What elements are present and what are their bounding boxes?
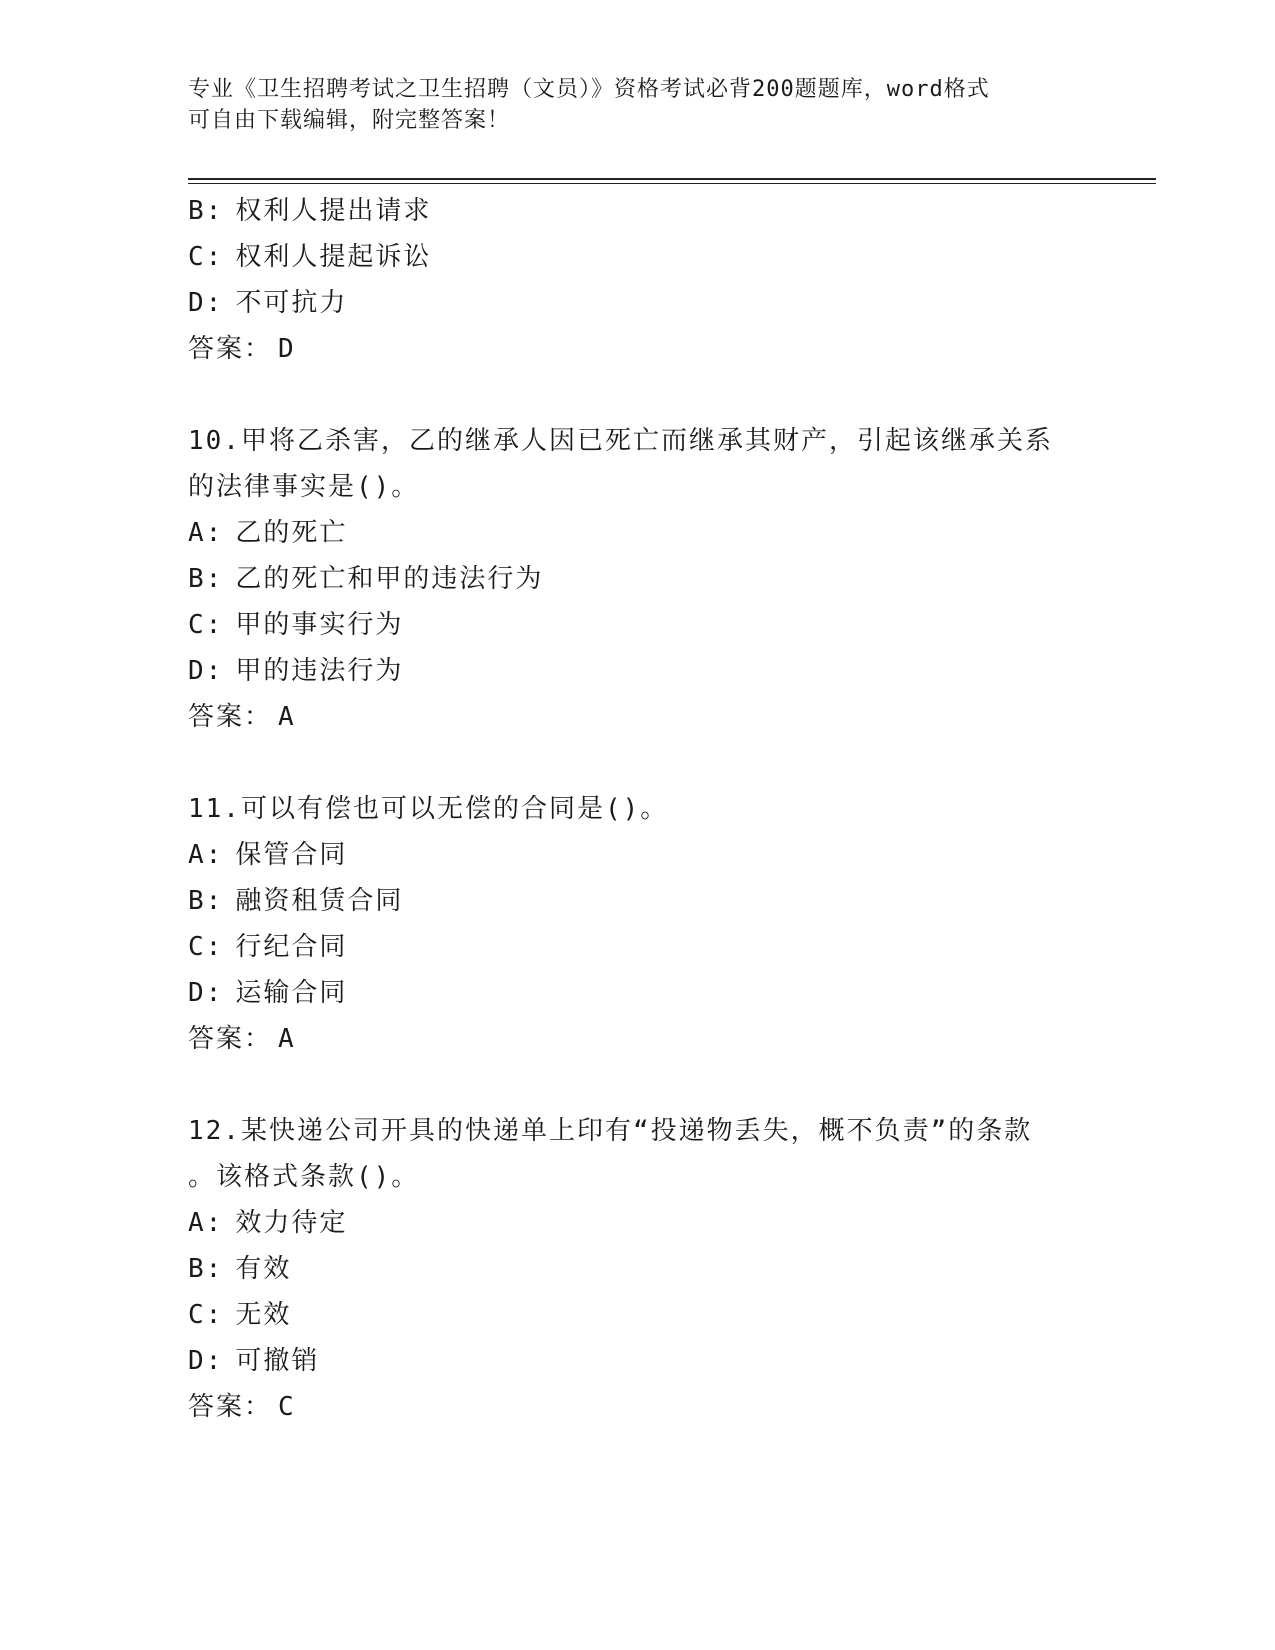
answer-label: 答案：: [188, 334, 273, 364]
option-c: [188, 234, 1088, 280]
answer-line: [188, 694, 1088, 740]
option-label: C:: [188, 932, 224, 962]
option-text: 有效: [235, 1254, 292, 1284]
header-line-1: 专业《卫生招聘考试之卫生招聘（文员）》资格考试必背200题题库，word格式: [188, 77, 990, 102]
answer-line: [188, 326, 1088, 372]
option-text: 甲的违法行为: [235, 656, 404, 686]
answer-label: 答案：: [188, 1024, 273, 1054]
question-stem-line-2: 。该格式条款()。: [188, 1162, 420, 1192]
option-d: [188, 970, 1088, 1016]
answer-value: C: [278, 1392, 296, 1422]
spacer: [188, 740, 1088, 786]
option-label: A:: [188, 840, 224, 870]
option-d: [188, 648, 1088, 694]
option-label: B:: [188, 1254, 224, 1284]
option-label: B:: [188, 564, 224, 594]
header-rule-thick: [188, 178, 1156, 180]
answer-value: A: [278, 1024, 296, 1054]
option-label: A:: [188, 1208, 224, 1238]
header-rule-thin: [188, 183, 1156, 184]
option-label: D:: [188, 978, 224, 1008]
option-c: [188, 924, 1088, 970]
option-text: 保管合同: [235, 840, 348, 870]
option-text: 无效: [235, 1300, 292, 1330]
option-text: 乙的死亡: [235, 518, 348, 548]
spacer: [188, 1062, 1088, 1108]
option-label: D:: [188, 288, 224, 318]
question-10: [188, 418, 1088, 740]
option-b: [188, 878, 1088, 924]
option-c: [188, 602, 1088, 648]
answer-line: [188, 1384, 1088, 1430]
answer-line: [188, 1016, 1088, 1062]
answer-value: D: [278, 334, 296, 364]
option-text: 甲的事实行为: [235, 610, 404, 640]
answer-value: A: [278, 702, 296, 732]
document-header: [188, 74, 1088, 136]
option-text: 权利人提起诉讼: [235, 242, 432, 272]
question-11: [188, 786, 1088, 1062]
option-label: C:: [188, 1300, 224, 1330]
option-label: B:: [188, 886, 224, 916]
option-text: 运输合同: [235, 978, 348, 1008]
option-d: [188, 1338, 1088, 1384]
option-text: 融资租赁合同: [235, 886, 404, 916]
question-stem-line-1: 12.某快递公司开具的快递单上印有“投递物丢失，概不负责”的条款: [188, 1116, 1033, 1146]
spacer: [188, 372, 1088, 418]
answer-label: 答案：: [188, 1392, 273, 1422]
option-c: [188, 1292, 1088, 1338]
option-a: [188, 1200, 1088, 1246]
option-text: 可撤销: [235, 1346, 320, 1376]
header-line-2: 可自由下载编辑，附完整答案！: [188, 108, 511, 133]
option-text: 权利人提出请求: [235, 196, 432, 226]
option-b: [188, 188, 1088, 234]
question-stem-line-1: 10.甲将乙杀害，乙的继承人因已死亡而继承其财产，引起该继承关系: [188, 426, 1053, 456]
option-d: [188, 280, 1088, 326]
answer-label: 答案：: [188, 702, 273, 732]
question-content: [188, 188, 1088, 1430]
option-text: 乙的死亡和甲的违法行为: [235, 564, 544, 594]
question-stem-line-1: 11.可以有偿也可以无偿的合同是()。: [188, 794, 669, 824]
option-label: B:: [188, 196, 224, 226]
option-text: 不可抗力: [235, 288, 348, 318]
question-9-carryover: [188, 188, 1088, 372]
option-b: [188, 556, 1088, 602]
option-text: 效力待定: [235, 1208, 348, 1238]
option-label: A:: [188, 518, 224, 548]
option-label: C:: [188, 610, 224, 640]
option-a: [188, 510, 1088, 556]
option-a: [188, 832, 1088, 878]
option-label: D:: [188, 1346, 224, 1376]
question-12: [188, 1108, 1088, 1430]
option-b: [188, 1246, 1088, 1292]
option-label: C:: [188, 242, 224, 272]
question-stem-line-2: 的法律事实是()。: [188, 472, 420, 502]
option-text: 行纪合同: [235, 932, 348, 962]
option-label: D:: [188, 656, 224, 686]
